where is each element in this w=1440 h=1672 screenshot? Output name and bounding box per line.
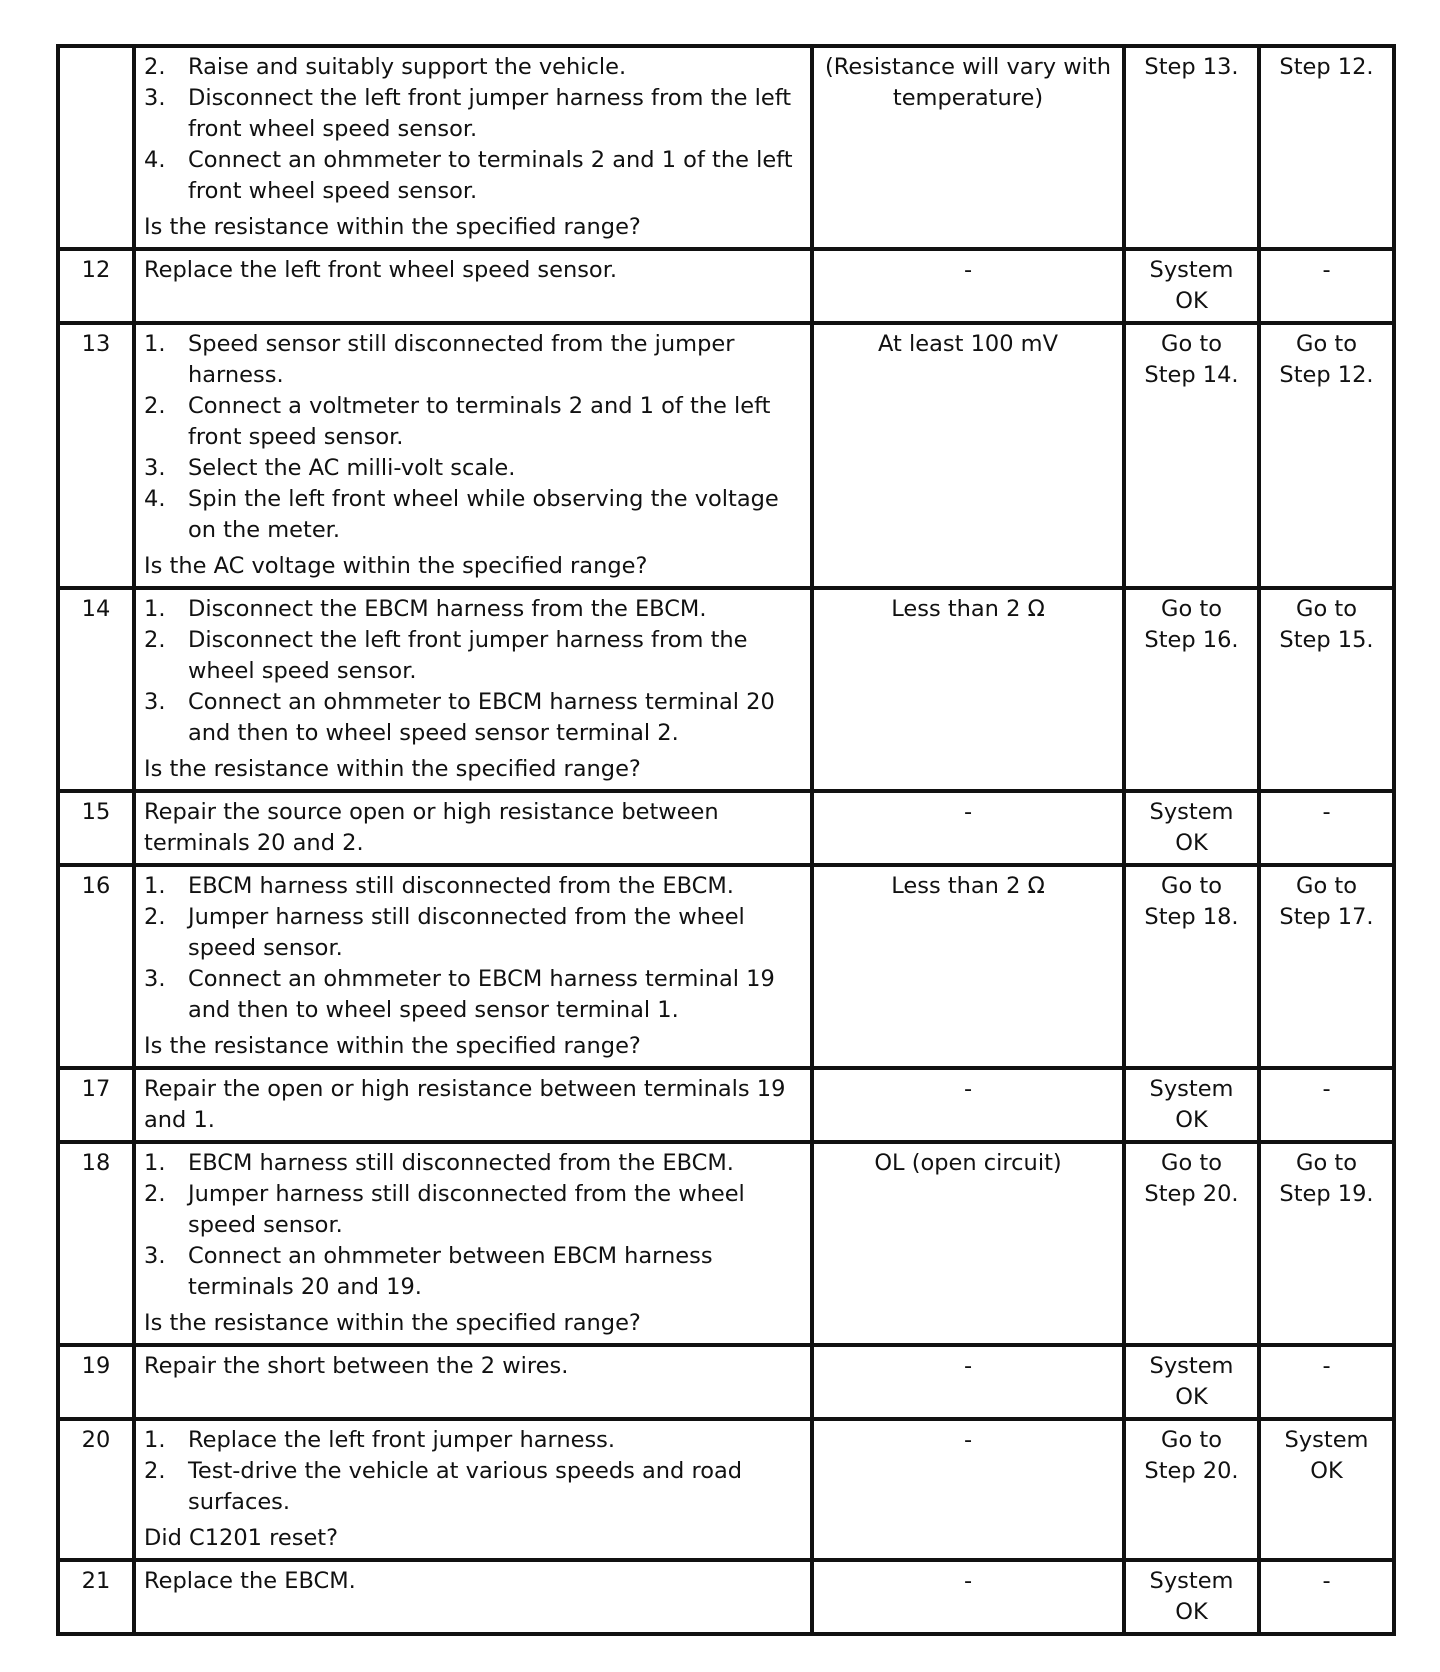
yes-result: System OK (1149, 1353, 1234, 1410)
action-step-text: Connect a voltmeter to terminals 2 and 1 of the left front speed sensor. (188, 393, 771, 450)
step-number: 12 (81, 257, 111, 283)
action-step (144, 964, 802, 1026)
step-number-cell (58, 46, 134, 249)
action-step-text: Jumper harness still disconnected from the wheel speed sensor. (188, 1181, 745, 1238)
action-step (144, 1179, 802, 1241)
no-cell (1259, 865, 1394, 1068)
no-cell (1259, 1560, 1394, 1634)
action-cell (134, 1142, 812, 1345)
step-number: 14 (81, 596, 111, 622)
action-step-number: 1. (144, 1427, 166, 1453)
action-step-number: 2. (144, 1458, 166, 1484)
action-steps-list (144, 871, 802, 1026)
no-result: Go to Step 15. (1279, 596, 1374, 653)
specified-value: - (963, 1076, 973, 1102)
no-result: - (1322, 1076, 1331, 1102)
action-step-text: Raise and suitably support the vehicle. (188, 54, 627, 80)
action-text: Repair the open or high resistance between terminals 19 and 1. (144, 1076, 786, 1133)
yes-result: Go to Step 20. (1144, 1150, 1239, 1207)
no-cell (1259, 1419, 1394, 1560)
no-cell (1259, 323, 1394, 588)
action-step-text: Disconnect the EBCM harness from the EBCM. (188, 596, 707, 622)
action-step-number: 1. (144, 596, 166, 622)
yes-cell (1124, 588, 1259, 791)
action-text: Repair the source open or high resistance between terminals 20 and 2. (144, 799, 719, 856)
yes-result: Go to Step 14. (1144, 331, 1239, 388)
table-row (58, 1068, 1394, 1142)
no-result: - (1322, 1568, 1331, 1594)
action-step-text: Connect an ohmmeter to EBCM harness terminal 19 and then to wheel speed sensor terminal 1. (188, 966, 775, 1023)
no-result: System OK (1284, 1427, 1369, 1484)
action-cell (134, 1068, 812, 1142)
yes-cell (1124, 323, 1259, 588)
action-cell (134, 1560, 812, 1634)
action-step (144, 83, 802, 145)
specified-value: Less than 2 Ω (891, 873, 1045, 899)
no-cell (1259, 791, 1394, 865)
action-step (144, 1241, 802, 1303)
action-step-number: 3. (144, 85, 166, 111)
action-step (144, 871, 802, 902)
value-cell (812, 1345, 1124, 1419)
yes-cell (1124, 1142, 1259, 1345)
specified-value: At least 100 mV (878, 331, 1058, 357)
step-number-cell (58, 323, 134, 588)
action-step-number: 3. (144, 455, 166, 481)
table-row (58, 249, 1394, 323)
action-step-text: Jumper harness still disconnected from the wheel speed sensor. (188, 904, 745, 961)
action-step (144, 484, 802, 546)
yes-cell (1124, 1345, 1259, 1419)
no-cell (1259, 1068, 1394, 1142)
no-result: Go to Step 19. (1279, 1150, 1374, 1207)
step-number: 15 (81, 799, 111, 825)
value-cell (812, 323, 1124, 588)
step-number: 19 (81, 1353, 111, 1379)
action-step (144, 1148, 802, 1179)
action-question: Is the resistance within the specified range? (144, 1033, 641, 1059)
action-step (144, 625, 802, 687)
table-row (58, 323, 1394, 588)
yes-result: Go to Step 16. (1144, 596, 1239, 653)
action-step (144, 453, 802, 484)
action-step-number: 3. (144, 689, 166, 715)
yes-cell (1124, 1560, 1259, 1634)
step-number-cell (58, 1419, 134, 1560)
action-step-text: EBCM harness still disconnected from the EBCM. (188, 1150, 734, 1176)
table-row (58, 588, 1394, 791)
step-number-cell (58, 1560, 134, 1634)
step-number: 16 (81, 873, 111, 899)
action-question: Is the resistance within the specified range? (144, 214, 641, 240)
step-number-cell (58, 588, 134, 791)
table-row (58, 1419, 1394, 1560)
action-step-text: Speed sensor still disconnected from the jumper harness. (188, 331, 735, 388)
action-step (144, 902, 802, 964)
action-step-text: Replace the left front jumper harness. (188, 1427, 616, 1453)
action-step-text: Test-drive the vehicle at various speeds and road surfaces. (188, 1458, 743, 1515)
yes-result: System OK (1149, 1076, 1234, 1133)
yes-result: System OK (1149, 1568, 1234, 1625)
yes-result: Go to Step 20. (1144, 1427, 1239, 1484)
action-step-number: 1. (144, 1150, 166, 1176)
no-cell (1259, 588, 1394, 791)
no-result: Step 12. (1279, 54, 1374, 80)
action-step-number: 3. (144, 966, 166, 992)
action-step-text: Connect an ohmmeter to EBCM harness terminal 20 and then to wheel speed sensor terminal 2. (188, 689, 775, 746)
action-step-text: Connect an ohmmeter to terminals 2 and 1 of the left front wheel speed sensor. (188, 147, 793, 204)
diagnostic-table-page (56, 44, 1384, 1636)
no-cell (1259, 1345, 1394, 1419)
action-step (144, 391, 802, 453)
action-step-number: 2. (144, 393, 166, 419)
action-question: Did C1201 reset? (144, 1525, 339, 1551)
specified-value: - (963, 1427, 973, 1453)
action-step-text: Disconnect the left front jumper harness from the left front wheel speed sensor. (188, 85, 792, 142)
step-number: 13 (81, 331, 111, 357)
step-number: 21 (81, 1568, 111, 1594)
table-row (58, 1142, 1394, 1345)
action-step-text: Select the AC milli-volt scale. (188, 455, 516, 481)
action-cell (134, 865, 812, 1068)
specified-value: - (963, 1353, 973, 1379)
diagnostic-table (56, 44, 1396, 1636)
table-row (58, 791, 1394, 865)
value-cell (812, 249, 1124, 323)
action-cell (134, 1345, 812, 1419)
value-cell (812, 791, 1124, 865)
specified-value: - (963, 799, 973, 825)
step-number-cell (58, 791, 134, 865)
action-step-number: 4. (144, 486, 166, 512)
action-step (144, 594, 802, 625)
action-steps-list (144, 1425, 802, 1518)
yes-cell (1124, 791, 1259, 865)
value-cell (812, 1068, 1124, 1142)
step-number-cell (58, 1068, 134, 1142)
action-step-number: 4. (144, 147, 166, 173)
action-text: Replace the EBCM. (144, 1568, 356, 1594)
action-steps-list (144, 594, 802, 749)
value-cell (812, 1560, 1124, 1634)
value-cell (812, 1419, 1124, 1560)
action-step (144, 1456, 802, 1518)
yes-result: System OK (1149, 799, 1234, 856)
no-cell (1259, 249, 1394, 323)
value-cell (812, 865, 1124, 1068)
action-step (144, 329, 802, 391)
specified-value: OL (open circuit) (874, 1150, 1062, 1176)
yes-cell (1124, 46, 1259, 249)
action-cell (134, 249, 812, 323)
action-steps-list (144, 329, 802, 546)
action-step (144, 145, 802, 207)
diagnostic-table-body (58, 46, 1394, 1634)
no-result: - (1322, 1353, 1331, 1379)
step-number: 20 (81, 1427, 111, 1453)
action-step-text: Disconnect the left front jumper harness from the wheel speed sensor. (188, 627, 748, 684)
no-result: - (1322, 799, 1331, 825)
action-step-text: Spin the left front wheel while observing the voltage on the meter. (188, 486, 779, 543)
yes-result: Go to Step 18. (1144, 873, 1239, 930)
no-result: Go to Step 12. (1279, 331, 1374, 388)
step-number: 17 (81, 1076, 111, 1102)
table-row (58, 1345, 1394, 1419)
yes-result: System OK (1149, 257, 1234, 314)
step-number: 18 (81, 1150, 111, 1176)
action-step (144, 52, 802, 83)
specified-value: Less than 2 Ω (891, 596, 1045, 622)
action-steps-list (144, 1148, 802, 1303)
step-number-cell (58, 1345, 134, 1419)
action-cell (134, 791, 812, 865)
no-cell (1259, 1142, 1394, 1345)
action-step-text: EBCM harness still disconnected from the EBCM. (188, 873, 734, 899)
action-question: Is the resistance within the specified range? (144, 756, 641, 782)
action-step (144, 687, 802, 749)
action-step (144, 1425, 802, 1456)
action-step-text: Connect an ohmmeter between EBCM harness terminals 20 and 19. (188, 1243, 713, 1300)
yes-cell (1124, 1068, 1259, 1142)
value-cell (812, 1142, 1124, 1345)
specified-value: - (963, 1568, 973, 1594)
no-result: - (1322, 257, 1331, 283)
action-step-number: 1. (144, 331, 166, 357)
action-text: Repair the short between the 2 wires. (144, 1353, 569, 1379)
table-row (58, 1560, 1394, 1634)
yes-cell (1124, 249, 1259, 323)
table-row (58, 865, 1394, 1068)
specified-value: - (963, 257, 973, 283)
action-step-number: 3. (144, 1243, 166, 1269)
step-number-cell (58, 249, 134, 323)
action-cell (134, 46, 812, 249)
value-cell (812, 46, 1124, 249)
action-step-number: 2. (144, 904, 166, 930)
action-step-number: 2. (144, 1181, 166, 1207)
yes-cell (1124, 1419, 1259, 1560)
action-cell (134, 1419, 812, 1560)
yes-result: Step 13. (1144, 54, 1239, 80)
action-steps-list (144, 52, 802, 207)
specified-value: (Resistance will vary with temperature) (824, 54, 1112, 111)
action-text: Replace the left front wheel speed sensor. (144, 257, 618, 283)
action-question: Is the resistance within the specified range? (144, 1310, 641, 1336)
table-row (58, 46, 1394, 249)
action-cell (134, 323, 812, 588)
action-cell (134, 588, 812, 791)
action-question: Is the AC voltage within the specified range? (144, 553, 648, 579)
no-result: Go to Step 17. (1279, 873, 1374, 930)
step-number-cell (58, 865, 134, 1068)
yes-cell (1124, 865, 1259, 1068)
no-cell (1259, 46, 1394, 249)
action-step-number: 2. (144, 54, 166, 80)
action-step-number: 2. (144, 627, 166, 653)
value-cell (812, 588, 1124, 791)
action-step-number: 1. (144, 873, 166, 899)
step-number-cell (58, 1142, 134, 1345)
